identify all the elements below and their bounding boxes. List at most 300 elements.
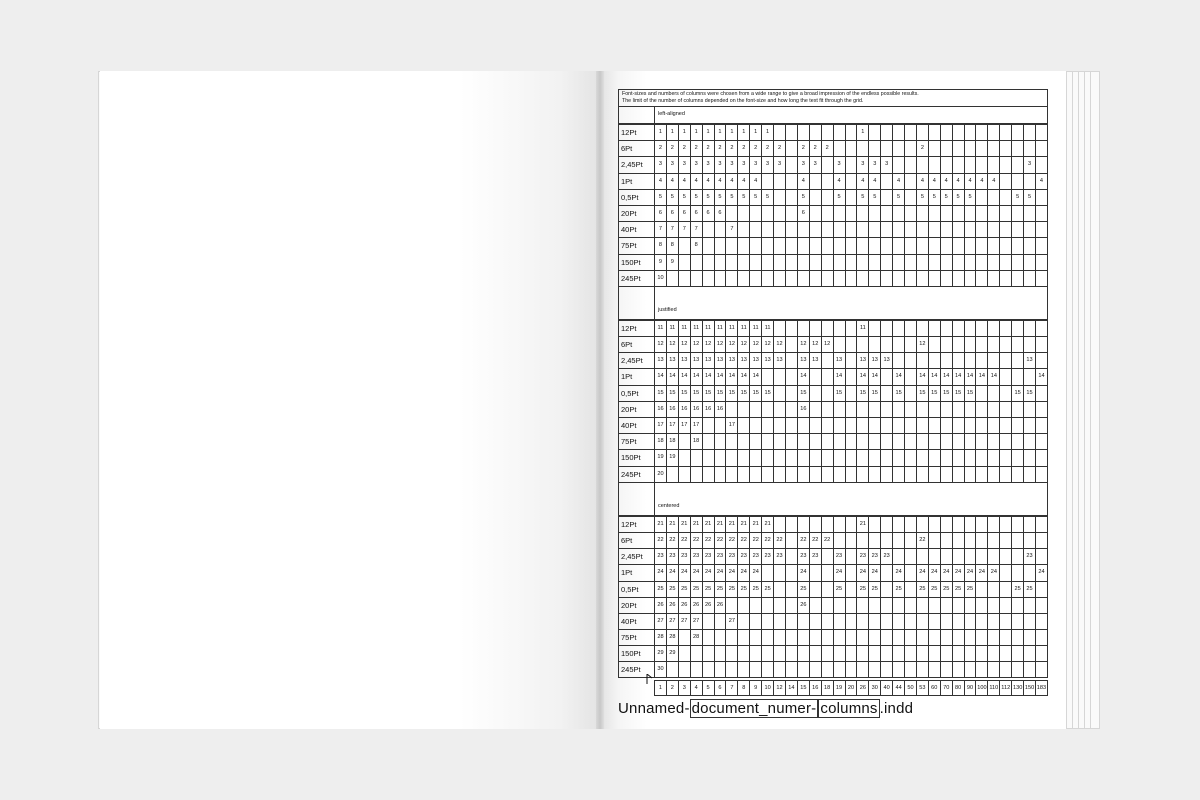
grid-cell: [809, 271, 821, 286]
grid-cell: [809, 386, 821, 401]
grid-cell: [940, 238, 952, 253]
grid-cell: [821, 157, 833, 172]
grid-cell: [940, 662, 952, 676]
grid-cell: [868, 418, 880, 433]
grid-cell: [880, 222, 892, 237]
grid-cell: [797, 125, 809, 140]
grid-cell: 29: [666, 646, 678, 661]
grid-cell: [773, 646, 785, 661]
grid-cell: [940, 598, 952, 613]
grid-cell: [904, 337, 916, 352]
grid-cell: [999, 434, 1011, 449]
grid-cell: 15: [940, 386, 952, 401]
grid-cell: [678, 467, 690, 482]
grid-cell: 5: [797, 190, 809, 205]
left-page: [100, 71, 600, 729]
column-count-cell: 70: [940, 681, 952, 695]
grid-cell: [999, 353, 1011, 368]
grid-cell: [892, 222, 904, 237]
grid-cell: [821, 125, 833, 140]
grid-cell: [821, 174, 833, 189]
grid-cell: [916, 598, 928, 613]
column-count-cell: 130: [1011, 681, 1023, 695]
grid-cell: [868, 321, 880, 336]
grid-cell: [916, 662, 928, 676]
grid-cell: 22: [702, 533, 714, 548]
grid-row: [618, 385, 1048, 401]
grid-cell: [737, 222, 749, 237]
grid-cell: [833, 125, 845, 140]
grid-cell: [725, 450, 737, 465]
grid-cell: [714, 271, 726, 286]
grid-cell: 13: [1023, 353, 1035, 368]
grid-cell: [928, 157, 940, 172]
grid-cell: 17: [690, 418, 702, 433]
grid-cell: 1: [666, 125, 678, 140]
font-size-label: 1Pt: [618, 173, 654, 189]
grid-cell: [1011, 517, 1023, 532]
grid-cell: 12: [797, 337, 809, 352]
grid-cell: [880, 174, 892, 189]
grid-cell: 9: [654, 255, 666, 270]
grid-cell: 22: [773, 533, 785, 548]
grid-row: [618, 320, 1048, 336]
grid-cell: [916, 353, 928, 368]
grid-cell: 5: [654, 190, 666, 205]
grid-cell: [1023, 467, 1035, 482]
grid-cell: [1011, 549, 1023, 564]
grid-cell: [975, 549, 987, 564]
font-size-label: 20Pt: [618, 597, 654, 613]
grid-cell: 24: [952, 565, 964, 580]
grid-cell: 17: [678, 418, 690, 433]
grid-cell: [856, 630, 868, 645]
grid-cell: 15: [1023, 386, 1035, 401]
grid-cell: 15: [916, 386, 928, 401]
grid-cell: [892, 598, 904, 613]
grid-cell: [940, 206, 952, 221]
grid-cell: [940, 125, 952, 140]
grid-cell: 25: [725, 582, 737, 597]
grid-cell: [892, 337, 904, 352]
column-count-cell: 2: [666, 681, 678, 695]
grid-cell: [952, 222, 964, 237]
grid-cell: [833, 255, 845, 270]
grid-cell: [868, 206, 880, 221]
grid-cell: [737, 271, 749, 286]
grid-cell: [809, 450, 821, 465]
grid-cell: [868, 517, 880, 532]
grid-cells: [654, 352, 1048, 368]
font-size-label: 150Pt: [618, 449, 654, 465]
grid-cell: [1035, 157, 1047, 172]
grid-cell: [856, 238, 868, 253]
grid-cell: 21: [654, 517, 666, 532]
grid-cell: [809, 255, 821, 270]
grid-cell: 11: [725, 321, 737, 336]
grid-cell: [773, 630, 785, 645]
grid-cell: [916, 434, 928, 449]
grid-cells: [654, 629, 1048, 645]
grid-cell: [833, 450, 845, 465]
grid-cell: [975, 337, 987, 352]
grid-cell: [975, 190, 987, 205]
grid-cell: [785, 614, 797, 629]
column-count-cell: 7: [725, 681, 737, 695]
grid-cell: 5: [964, 190, 976, 205]
grid-cell: [964, 418, 976, 433]
grid-cell: 4: [833, 174, 845, 189]
grid-cell: [904, 271, 916, 286]
grid-cell: [916, 517, 928, 532]
grid-cell: 23: [797, 549, 809, 564]
grid-cell: 24: [1035, 565, 1047, 580]
grid-cell: [987, 141, 999, 156]
grid-cell: [999, 369, 1011, 384]
gap-blank: [618, 482, 654, 499]
grid-cell: [1011, 630, 1023, 645]
grid-cell: 16: [690, 402, 702, 417]
grid-cell: [880, 565, 892, 580]
grid-cell: [725, 598, 737, 613]
grid-cell: [1035, 238, 1047, 253]
grid-cell: 5: [702, 190, 714, 205]
grid-cell: [868, 614, 880, 629]
grid-row: [618, 548, 1048, 564]
grid-cell: [892, 353, 904, 368]
grid-cell: 2: [702, 141, 714, 156]
grid-cell: [916, 418, 928, 433]
font-size-label: 20Pt: [618, 205, 654, 221]
grid-cell: [737, 434, 749, 449]
grid-cell: [904, 174, 916, 189]
grid-cell: 26: [678, 598, 690, 613]
grid-cell: [690, 646, 702, 661]
grid-cell: 15: [654, 386, 666, 401]
grid-cells: [654, 613, 1048, 629]
grid-cell: 2: [666, 141, 678, 156]
font-size-label: 12Pt: [618, 516, 654, 532]
grid-cells: [654, 320, 1048, 336]
grid-cell: [880, 125, 892, 140]
grid-cell: [928, 353, 940, 368]
grid-cell: 21: [678, 517, 690, 532]
grid-cell: [856, 222, 868, 237]
grid-cell: [952, 614, 964, 629]
grid-cell: [999, 450, 1011, 465]
grid-cell: [1011, 174, 1023, 189]
grid-cell: [880, 337, 892, 352]
grid-row: [618, 156, 1048, 172]
grid-cell: 14: [892, 369, 904, 384]
grid-cell: [690, 467, 702, 482]
grid-cell: 10: [654, 271, 666, 286]
grid-cell: 15: [725, 386, 737, 401]
grid-cell: 5: [678, 190, 690, 205]
column-count-cell: 60: [928, 681, 940, 695]
grid-cell: [928, 402, 940, 417]
grid-row: [618, 254, 1048, 270]
grid-cell: 11: [761, 321, 773, 336]
grid-cell: 13: [654, 353, 666, 368]
grid-cell: 1: [678, 125, 690, 140]
column-count-cell: 44: [892, 681, 904, 695]
grid-cell: [999, 125, 1011, 140]
grid-cell: [940, 614, 952, 629]
grid-cell: [845, 434, 857, 449]
grid-cell: [964, 434, 976, 449]
grid-cell: 12: [714, 337, 726, 352]
grid-cell: 16: [678, 402, 690, 417]
grid-cell: [845, 549, 857, 564]
grid-cell: [880, 238, 892, 253]
grid-cell: [975, 255, 987, 270]
grid-cell: 3: [809, 157, 821, 172]
grid-cell: [940, 402, 952, 417]
grid-cell: [845, 582, 857, 597]
grid-cell: [785, 238, 797, 253]
grid-cell: 5: [833, 190, 845, 205]
grid-cell: [987, 630, 999, 645]
grid-cell: [833, 630, 845, 645]
grid-cell: [940, 630, 952, 645]
grid-cell: [856, 337, 868, 352]
grid-cell: [785, 598, 797, 613]
grid-cell: 4: [1035, 174, 1047, 189]
grid-cell: 24: [714, 565, 726, 580]
grid-cells: [654, 581, 1048, 597]
grid-cell: 26: [690, 598, 702, 613]
grid-cell: [821, 598, 833, 613]
grid-cell: [678, 434, 690, 449]
grid-cell: [737, 630, 749, 645]
grid-cell: [952, 141, 964, 156]
grid-cell: [1023, 125, 1035, 140]
grid-cell: 14: [654, 369, 666, 384]
grid-row: [618, 629, 1048, 645]
grid-cell: [999, 206, 1011, 221]
grid-cells: [654, 270, 1048, 286]
grid-cell: 12: [702, 337, 714, 352]
font-size-label: 40Pt: [618, 613, 654, 629]
grid-cell: [1011, 434, 1023, 449]
grid-cells: [654, 385, 1048, 401]
grid-cell: [845, 533, 857, 548]
grid-cell: 13: [702, 353, 714, 368]
grid-cell: 21: [725, 517, 737, 532]
grid-cell: 16: [714, 402, 726, 417]
grid-cell: 3: [690, 157, 702, 172]
grid-cell: [737, 614, 749, 629]
grid-cell: [821, 369, 833, 384]
grid-cell: [1023, 533, 1035, 548]
grid-cell: 15: [761, 386, 773, 401]
grid-cell: 23: [749, 549, 761, 564]
grid-cell: 1: [761, 125, 773, 140]
grid-cell: [797, 238, 809, 253]
grid-row: [618, 237, 1048, 253]
grid-cell: [928, 533, 940, 548]
grid-cell: [785, 337, 797, 352]
grid-cell: [880, 369, 892, 384]
grid-cell: [964, 517, 976, 532]
grid-cell: [761, 255, 773, 270]
grid-cell: [1035, 533, 1047, 548]
grid-cell: 8: [690, 238, 702, 253]
grid-cell: 11: [856, 321, 868, 336]
grid-cell: [916, 157, 928, 172]
grid-cell: 23: [833, 549, 845, 564]
grid-cell: [809, 190, 821, 205]
grid-cell: [714, 222, 726, 237]
grid-row: [618, 466, 1048, 482]
grid-cell: [916, 271, 928, 286]
column-count-cell: 4: [690, 681, 702, 695]
grid-cells: [654, 368, 1048, 384]
grid-cell: [773, 402, 785, 417]
grid-cell: [714, 255, 726, 270]
grid-cell: 18: [666, 434, 678, 449]
grid-cell: [773, 582, 785, 597]
grid-cell: [845, 174, 857, 189]
grid-cell: 25: [1023, 582, 1035, 597]
grid-cell: 22: [690, 533, 702, 548]
grid-cell: [999, 565, 1011, 580]
grid-cell: [785, 549, 797, 564]
book-spine: [596, 71, 604, 729]
grid-cell: [714, 662, 726, 676]
grid-cell: 25: [761, 582, 773, 597]
grid-cell: [809, 565, 821, 580]
grid-cell: [975, 646, 987, 661]
grid-cell: [833, 533, 845, 548]
grid-cell: [904, 418, 916, 433]
grid-cell: 4: [725, 174, 737, 189]
grid-cell: 29: [654, 646, 666, 661]
grid-cell: 2: [773, 141, 785, 156]
grid-cell: 4: [868, 174, 880, 189]
grid-cell: 6: [797, 206, 809, 221]
grid-cell: [868, 450, 880, 465]
column-count-cell: 112: [999, 681, 1011, 695]
grid-cell: [833, 222, 845, 237]
grid-cell: [749, 206, 761, 221]
grid-cell: [1035, 630, 1047, 645]
grid-cell: [904, 255, 916, 270]
grid-cell: [833, 418, 845, 433]
grid-cell: [952, 467, 964, 482]
grid-row: [618, 352, 1048, 368]
grid-cell: 22: [749, 533, 761, 548]
grid-cell: [868, 271, 880, 286]
grid-cell: [868, 434, 880, 449]
grid-cell: [845, 598, 857, 613]
grid-cell: 22: [821, 533, 833, 548]
grid-cell: [928, 662, 940, 676]
grid-cell: [904, 190, 916, 205]
grid-cell: 23: [737, 549, 749, 564]
grid-cell: [880, 467, 892, 482]
grid-cell: 8: [654, 238, 666, 253]
grid-cells: [654, 466, 1048, 482]
grid-cell: 16: [797, 402, 809, 417]
grid-cell: 3: [833, 157, 845, 172]
grid-cell: [987, 549, 999, 564]
grid-cell: [833, 517, 845, 532]
grid-cell: [952, 402, 964, 417]
grid-cell: [1035, 255, 1047, 270]
font-size-label: 0,5Pt: [618, 385, 654, 401]
grid-cell: [880, 517, 892, 532]
grid-cell: [1035, 321, 1047, 336]
grid-cell: 18: [690, 434, 702, 449]
grid-cell: 26: [654, 598, 666, 613]
grid-cell: 25: [737, 582, 749, 597]
grid-cell: [975, 353, 987, 368]
grid-cell: [975, 206, 987, 221]
grid-cell: 4: [702, 174, 714, 189]
grid-cell: [856, 271, 868, 286]
grid-cell: 12: [666, 337, 678, 352]
grid-cell: 15: [666, 386, 678, 401]
section-header: [618, 303, 1048, 320]
grid-cell: [880, 646, 892, 661]
grid-cell: [928, 418, 940, 433]
grid-cell: [975, 141, 987, 156]
grid-cell: [868, 238, 880, 253]
grid-cell: [952, 418, 964, 433]
grid-cell: [1023, 646, 1035, 661]
grid-cell: [845, 630, 857, 645]
grid-cell: [904, 565, 916, 580]
grid-cell: 24: [833, 565, 845, 580]
grid-cell: [809, 598, 821, 613]
grid-cells: [654, 661, 1048, 677]
grid-cell: 11: [714, 321, 726, 336]
column-count-cell: 40: [880, 681, 892, 695]
grid-cell: 14: [940, 369, 952, 384]
grid-cell: 15: [678, 386, 690, 401]
grid-cell: [785, 418, 797, 433]
grid-cell: [845, 402, 857, 417]
grid-cell: [904, 321, 916, 336]
grid-cell: [749, 402, 761, 417]
grid-cell: 26: [702, 598, 714, 613]
grid-cell: 14: [987, 369, 999, 384]
grid-cell: 5: [666, 190, 678, 205]
grid-cells: [654, 564, 1048, 580]
grid-cell: 24: [725, 565, 737, 580]
grid-cell: [952, 533, 964, 548]
grid-cell: [737, 238, 749, 253]
grid-row: [618, 140, 1048, 156]
grid-cell: [928, 598, 940, 613]
grid-cell: 24: [975, 565, 987, 580]
grid-cell: [821, 565, 833, 580]
grid-cell: [987, 402, 999, 417]
grid-cell: [964, 157, 976, 172]
grid-cell: 3: [725, 157, 737, 172]
font-size-label: 75Pt: [618, 237, 654, 253]
grid-cell: [690, 255, 702, 270]
grid-cell: 17: [654, 418, 666, 433]
grid-cell: [797, 614, 809, 629]
grid-cell: 2: [690, 141, 702, 156]
grid-cell: [797, 321, 809, 336]
column-count-cell: 90: [964, 681, 976, 695]
grid-cell: [714, 614, 726, 629]
grid-cell: [952, 206, 964, 221]
